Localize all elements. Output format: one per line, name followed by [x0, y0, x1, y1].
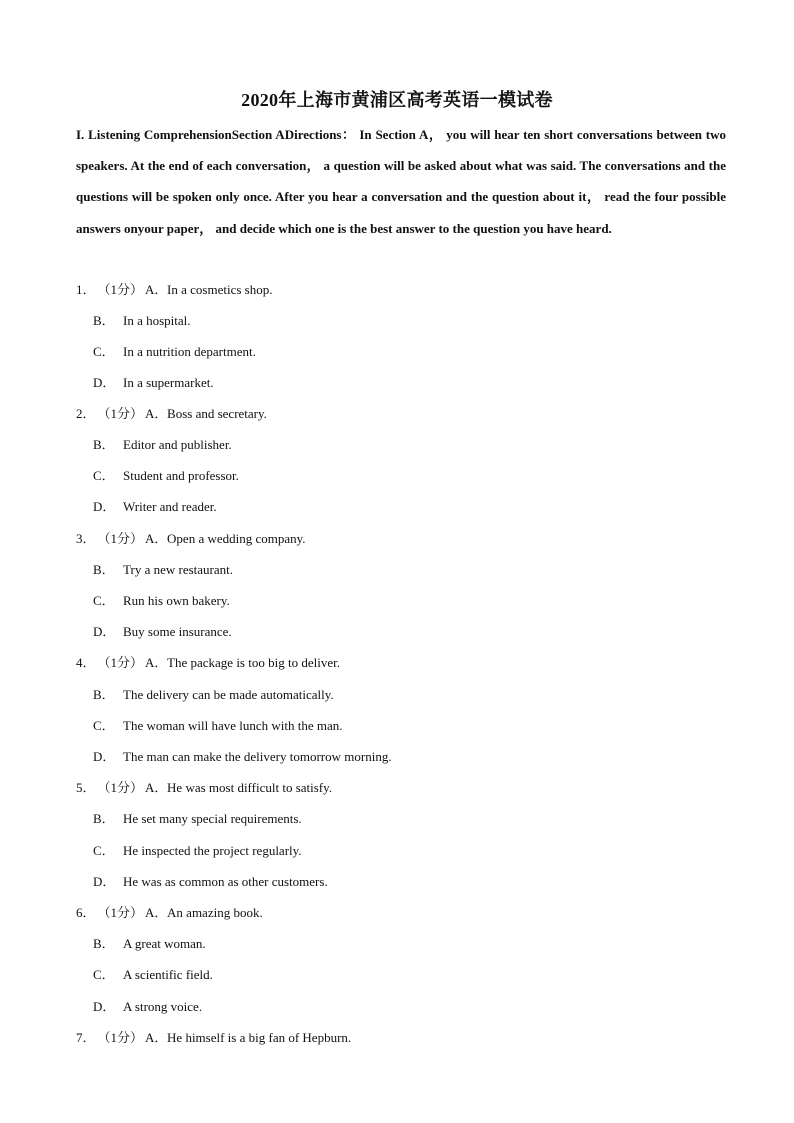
option-text: In a supermarket.	[123, 375, 214, 390]
option-text: Editor and publisher.	[123, 437, 232, 452]
option-c	[93, 343, 256, 361]
option-text: A great woman.	[123, 936, 206, 951]
option-b	[93, 686, 334, 704]
option-text: The woman will have lunch with the man.	[123, 718, 343, 733]
question-5	[76, 779, 332, 797]
option-letter: B．	[93, 936, 115, 951]
option-text: The package is too big to deliver.	[167, 655, 340, 670]
option-b	[93, 935, 206, 953]
question-number: 6．	[76, 905, 96, 920]
option-letter: C．	[93, 718, 115, 733]
question-number: 2．	[76, 406, 96, 421]
option-text: In a nutrition department.	[123, 344, 256, 359]
option-letter: C．	[93, 843, 115, 858]
question-7	[76, 1029, 351, 1047]
option-b	[93, 810, 302, 828]
option-d	[93, 998, 202, 1016]
question-score: （1分）	[97, 1030, 144, 1045]
option-text: Try a new restaurant.	[123, 562, 233, 577]
option-text: He was most difficult to satisfy.	[167, 780, 333, 795]
option-letter: B．	[93, 562, 115, 577]
option-c	[93, 717, 343, 735]
option-text: He inspected the project regularly.	[123, 843, 302, 858]
option-d	[93, 873, 328, 891]
option-text: An amazing book.	[167, 905, 263, 920]
option-letter: C．	[93, 967, 115, 982]
option-b	[93, 312, 191, 330]
question-score: （1分）	[97, 531, 144, 546]
question-number: 1．	[76, 282, 96, 297]
option-letter: B．	[93, 811, 115, 826]
option-c	[93, 966, 213, 984]
option-letter: A．	[145, 1030, 168, 1045]
question-1	[76, 281, 272, 299]
option-letter: B．	[93, 437, 115, 452]
option-b	[93, 436, 232, 454]
option-letter: A．	[145, 406, 168, 421]
option-letter: B．	[93, 687, 115, 702]
option-text: He set many special requirements.	[123, 811, 302, 826]
option-letter: A．	[145, 531, 168, 546]
question-score: （1分）	[97, 655, 144, 670]
option-text: Student and professor.	[123, 468, 239, 483]
option-text: He was as common as other customers.	[123, 874, 328, 889]
option-letter: C．	[93, 344, 115, 359]
option-text: The delivery can be made automatically.	[123, 687, 334, 702]
option-letter: A．	[145, 655, 168, 670]
option-text: Run his own bakery.	[123, 593, 230, 608]
option-letter: C．	[93, 468, 115, 483]
question-6	[76, 904, 263, 922]
option-letter: A．	[145, 780, 168, 795]
option-d	[93, 748, 392, 766]
question-number: 5．	[76, 780, 96, 795]
option-c	[93, 842, 302, 860]
option-d	[93, 623, 232, 641]
question-score: （1分）	[97, 406, 144, 421]
page-title: 2020年上海市黄浦区高考英语一模试卷	[241, 90, 553, 110]
option-letter: D．	[93, 749, 116, 764]
option-d	[93, 374, 214, 392]
option-letter: D．	[93, 999, 116, 1014]
question-4	[76, 654, 340, 672]
section-directions: I. Listening ComprehensionSection ADirections： In Section A， you will hear ten short conversations between two speakers. At the end of each conversation， a question will be asked about what was said. The conversations and the questions will be spoken only once. After you hear a conversation and the question about it， read the four possible answers onyour paper， and decide which one is the best answer to the question you have heard.	[76, 127, 726, 236]
option-d	[93, 498, 217, 516]
option-letter: D．	[93, 874, 116, 889]
option-letter: A．	[145, 282, 168, 297]
option-letter: D．	[93, 499, 116, 514]
option-text: In a hospital.	[123, 313, 191, 328]
option-text: A scientific field.	[123, 967, 213, 982]
option-text: Buy some insurance.	[123, 624, 232, 639]
option-text: In a cosmetics shop.	[167, 282, 273, 297]
question-number: 3．	[76, 531, 96, 546]
option-letter: D．	[93, 375, 116, 390]
option-text: Writer and reader.	[123, 499, 217, 514]
option-text: He himself is a big fan of Hepburn.	[167, 1030, 352, 1045]
option-text: The man can make the delivery tomorrow morning.	[123, 749, 392, 764]
question-number: 4．	[76, 655, 96, 670]
option-text: A strong voice.	[123, 999, 203, 1014]
option-letter: D．	[93, 624, 116, 639]
option-letter: A．	[145, 905, 168, 920]
option-c	[93, 467, 239, 485]
question-score: （1分）	[97, 282, 144, 297]
option-text: Open a wedding company.	[167, 531, 306, 546]
option-b	[93, 561, 233, 579]
option-letter: B．	[93, 313, 115, 328]
option-text: Boss and secretary.	[167, 406, 267, 421]
option-letter: C．	[93, 593, 115, 608]
option-c	[93, 592, 230, 610]
question-3	[76, 530, 306, 548]
question-2	[76, 405, 267, 423]
question-score: （1分）	[97, 780, 144, 795]
question-score: （1分）	[97, 905, 144, 920]
question-number: 7．	[76, 1030, 96, 1045]
